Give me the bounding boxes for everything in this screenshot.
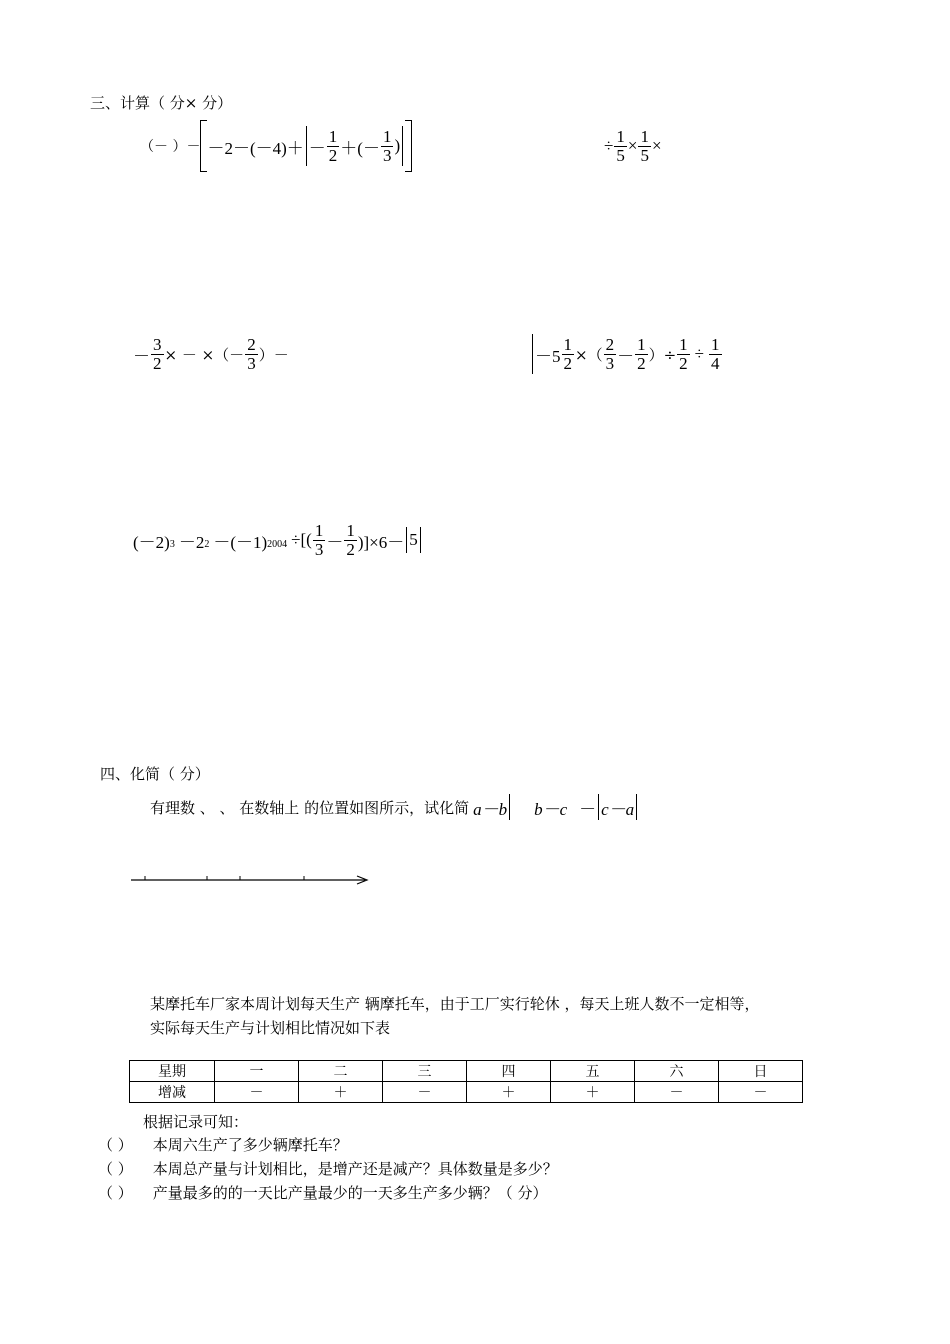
problem-5 [133,516,423,564]
fraction [245,336,258,373]
production-table [129,1060,803,1103]
numerator: 1 [637,334,646,354]
denominator: 2 [679,353,688,373]
expression: a－b [473,799,508,819]
problem-3 [133,330,289,378]
minus-sign: － [133,346,150,366]
section-3-heading: 三、计算（ 分× 分） [90,94,233,112]
abs-bar [306,126,307,166]
questions-intro: 根据记录可知： [143,1113,249,1131]
table-cell: ＋ [467,1082,551,1103]
close-paren: ) [394,136,401,155]
question-text: 产量最多的的一天比产量最少的一天多生产多少辆？（ 分） [152,1184,548,1202]
problem-1-prefix: （－ ）－ [140,139,201,155]
table-cell: 五 [551,1061,635,1082]
numerator: 2 [605,334,615,354]
denominator: 4 [711,353,720,373]
expression: b－c [534,799,568,819]
fraction [635,336,648,373]
fraction [604,336,617,373]
answer-mark: （ ） [98,1160,133,1178]
fraction [327,128,340,165]
term: －(－1) [213,532,268,552]
minus-sign: － [579,799,597,819]
numerator: 2 [247,334,256,354]
left-bracket [200,120,207,172]
denominator: 3 [314,539,324,559]
problem-text-line-1: 某摩托车厂家本周计划每天生产 辆摩托车，由于工厂实行轮休 ，每天上班人数不一定相等， [150,995,760,1013]
numerator: 1 [679,334,688,354]
term: ÷[( [291,530,312,549]
times-sign: × [651,136,662,155]
question-text: 本周六生产了多少辆摩托车？ [152,1136,348,1154]
number-line [125,868,375,892]
problem-1-part1: －2－(－4)＋ [207,138,304,158]
denominator: 5 [616,145,625,165]
denominator: 2 [153,353,162,373]
question-item [98,1158,558,1179]
fraction [709,336,722,373]
table-row [130,1082,803,1103]
numerator: 3 [153,334,162,354]
denominator: 2 [346,539,355,559]
numerator: 1 [346,520,355,540]
abs-bar [406,527,407,553]
problem-1 [140,118,412,174]
table-cell: － [383,1082,467,1103]
term: )]×6－ [357,532,405,552]
abs-bar [636,794,637,820]
table-cell: 三 [383,1061,467,1082]
exponent: 2 [204,538,210,550]
plus-sign: ＋(－ [340,138,380,158]
table-cell: ＋ [299,1082,383,1103]
denominator: 3 [605,353,615,373]
table-row [130,1061,803,1082]
denominator: 2 [637,353,646,373]
problem-text-line-2: 实际每天生产与计划相比情况如下表 [150,1019,391,1037]
numerator: 1 [711,334,720,354]
table-cell: 日 [719,1061,803,1082]
table-cell: 二 [299,1061,383,1082]
minus-sign: － [326,532,344,552]
section-4-heading: 四、化简（ 分） [100,765,210,783]
numerator: 1 [640,126,649,146]
denominator: 3 [247,353,256,373]
numerator: 1 [382,126,392,146]
numerator: 1 [616,126,625,146]
abs-bar [402,126,403,166]
question-text: 本周总产量与计划相比，是增产还是减产？具体数量是多少？ [152,1160,558,1178]
term: －2 [178,532,205,552]
numerator: 1 [314,520,324,540]
abs-bar [598,794,599,820]
table-cell: 一 [215,1061,299,1082]
close-divide: ）÷ [648,345,677,364]
abs-bar [420,527,421,553]
abs-bar [532,334,533,374]
table-cell: 四 [467,1061,551,1082]
abs-bar [509,794,510,820]
table-cell: 星期 [130,1061,215,1082]
fraction [344,522,357,559]
table-cell: ＋ [551,1082,635,1103]
fraction [638,128,651,165]
denominator: 2 [328,145,338,165]
times-open: ×（ [575,345,603,364]
answer-mark: （ ） [98,1136,133,1154]
minus-sign: － [617,346,635,366]
problem-3-middle: × － ×（－ [164,345,245,364]
fraction [562,336,575,373]
fraction [614,128,627,165]
denominator: 3 [382,145,392,165]
denominator: 2 [563,353,572,373]
fraction [677,336,690,373]
numerator: 1 [563,334,572,354]
fraction [151,336,164,373]
divide-sign: ÷ [604,136,614,155]
times-sign: × [627,136,638,155]
whole-number: －5 [535,346,561,366]
simplify-instruction [150,794,639,820]
table-cell: 增减 [130,1082,215,1103]
right-bracket [405,120,412,172]
table-cell: － [719,1082,803,1103]
denominator: 5 [640,145,649,165]
table-cell: － [215,1082,299,1103]
abs-value: 5 [409,530,418,549]
divide-sign: ÷ [694,344,704,363]
fraction [313,522,326,559]
answer-mark: （ ） [98,1184,133,1202]
question-item [98,1134,348,1155]
term: (－2) [133,532,170,552]
question-item [98,1182,548,1203]
numerator: 1 [328,126,338,146]
exponent: 2004 [267,538,288,550]
problem-2 [604,122,662,170]
table-cell: 六 [635,1061,719,1082]
table-cell: － [635,1082,719,1103]
problem-3-end: ）－ [258,345,289,364]
minus-sign: － [308,138,326,158]
instruction-text: 有理数 、 、 在数轴上 的位置如图所示，试化简 [150,798,470,817]
fraction [381,128,394,165]
problem-4 [530,330,723,378]
exponent: 3 [169,538,175,550]
expression: c－a [601,799,635,819]
